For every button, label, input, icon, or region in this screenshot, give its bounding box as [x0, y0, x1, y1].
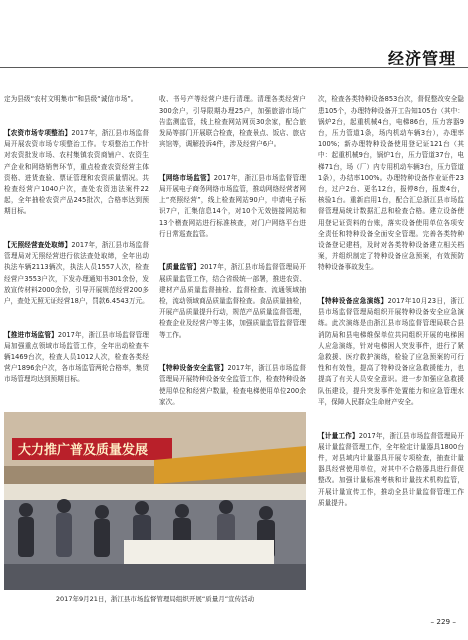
paragraph: [4, 240, 149, 307]
paragraph-heading: 【计量工作】: [318, 431, 359, 440]
paragraph-heading: 【特种设备安全监管】: [159, 364, 228, 373]
paragraph-text: 2017年，浙江县市场监督管理局开展计量监督管理工作，全年检定计量器具1800台件，对县域内计量器具开展专项检查，抽查计量器具经营使用单位，对其中不合格器具进行督促整改。加强计量标准考核和计量技术机构监管，开展计量宣传工作，推动全县计量监督管理工作质量提升。: [318, 431, 464, 507]
event-photo: [4, 412, 306, 590]
text-column-1: [4, 72, 149, 412]
paragraph: [4, 94, 149, 105]
paragraph-text: 2017年10月23日，浙江县市场监督管理局组织开展特种设备安全应急演练。此次演练是由浙江县市场监督管理局联合县消防局和县电梯维保单位共同组织开展的电梯困人应急演练，针对电梯困人突发事件，进行了紧急救援、医疗救护演练，检验了应急预案的可行性和有效性，提高了特种设备应急救援能力，也提高了有关人员安全意识。进一步加强应急救援队伍建设，提升突发事件处置能力和应急管理水平，保障人民群众生命财产安全。: [318, 297, 464, 406]
paragraph-text: 2017年，浙江县市场监督管理局开展特种设备安全监管工作，检查特种设备使用单位和经营户数量，检查电梯使用单位200余家次。: [159, 364, 306, 406]
paragraph-text: 收、书号产等经营户进行清理。清理各类经营户300余户，引导限期办理25户，加强旅游市场广告监测监管，线上检查网站网页30余家，配合旅发局等部门开展联合检查，检查景点、饭店、旅店宾馆等，调解投诉4件，涉及经营户6户。: [159, 95, 306, 149]
paragraph: [318, 296, 464, 408]
paragraph-heading: 【无照经营查处取缔】: [4, 241, 72, 250]
paragraph-text: 2017年，浙江县市场监督管理局开展质量监管工作，结合省级统一部署，推进农资、建材产品质量监督抽检、监督检查、流通领域抽检，流动领域商品质量监督检查。食品质量抽检，开展产品质量提升行动，规范产品质量监督管理，检查企业及经营户等主体，加强质量监管监督管理等工作。: [159, 263, 306, 339]
paragraph: [318, 431, 464, 509]
paragraph-text: 2017年，浙江县市场监督管理局对无照经营进行依法查处取缔，全年出动执法车辆2113辆次，执法人员1557人次，检查经营户3553户次，下发办理通知书301余份，发放宣传材料2000余份，引导开展规范经营200多户，查处无照无证经营18户，罚款6.4543万元。: [4, 241, 149, 306]
section-title: 经济管理: [387, 49, 456, 68]
paragraph-text: 定为县级“农村文明集市”和县级“诚信市场”。: [4, 95, 138, 104]
paragraph-text: 2017年，浙江县市场监督局开展农资市场专项整治工作。专项整治工作针对农资批发市场、农村集镇农资商铺户、农资生产企业和网络销售环节，重点检查农资经营主体资格、进货查验、票证管理和农资质量情况。共检查经营户1040户次，查处农资违法案件22起，全年抽检农资产品245批次，合格率达到预期目标。: [4, 129, 149, 216]
event-photo-illustration: [4, 412, 306, 590]
paragraph: [159, 173, 306, 240]
paragraph-heading: 【特种设备应急演练】: [318, 297, 388, 306]
paragraph-text: 2017年，浙江县市场监督管理局加强重点领域市场监管工作，全年出动检查车辆1469台次，检查人员1012人次，检查各类经营户1896余户次，各市场监管两轮合格率，集贸市场管理均达到预期目标。: [4, 330, 149, 384]
paragraph-heading: 【网络市场监管】: [159, 173, 214, 182]
paragraph: [318, 94, 464, 273]
text-column-3: [318, 72, 464, 620]
paragraph-heading: 【农资市场专项整治】: [4, 129, 72, 138]
paragraph-text: 2017年，浙江县市场监督管理局开展电子商务网络市场监管，推动网络经营者网上“亮照经营”，线上检查网站90户，申请电子标识7户，汇集信息14个，对10个无效链接网站和13个稽查网站进行标准核查，对门户网络平台进行日常巡查监管。: [159, 173, 306, 238]
paragraph-heading: 【推进市场监管】: [4, 330, 58, 339]
banner-text: 大力推广普及质量发展: [18, 443, 149, 458]
paragraph: [4, 330, 149, 386]
paragraph-text: 次，检查各类特种设备853台次，督促整改安全隐患105个，办理特种设备开工告知105台（其中：锅炉2台，起重机械4台，电梯86台，压力容器9台，压力管道1条，场内机动车辆3台），办理率100%；新办理特种设备使用登记证121台（其中：起重机械9台，锅炉1台，压力管道37台，电梯71台，场（厂）内专用机动车辆3台，压力管道1条），办结率100%。办理特种设备作业证件23台，过户2台、更名12台，报停8台，报废4台，核验1台。重新启用1台，配合汇总浙江县市场监督管理局统计数据汇总和检查合格。建立设备使用登记证资料的台账，落实设备使用单位各项安全责任和特种设备全面安全管理。完善各类特种设备登记建档，及时对各类特种设备建立相关档案，并组织制定了特种设备应急预案，有效预防特种设备事故发生。: [318, 95, 464, 272]
paragraph: [159, 363, 306, 408]
paragraph: [4, 128, 149, 218]
photo-caption: 2017年9月21日，浙江县市场监督管理局组织开展“质量月”宣传活动: [55, 595, 255, 603]
page-number: – 229 –: [430, 617, 456, 626]
paragraph-heading: 【质量监管】: [159, 263, 201, 272]
paragraph: [159, 262, 306, 340]
paragraph: [159, 94, 306, 150]
